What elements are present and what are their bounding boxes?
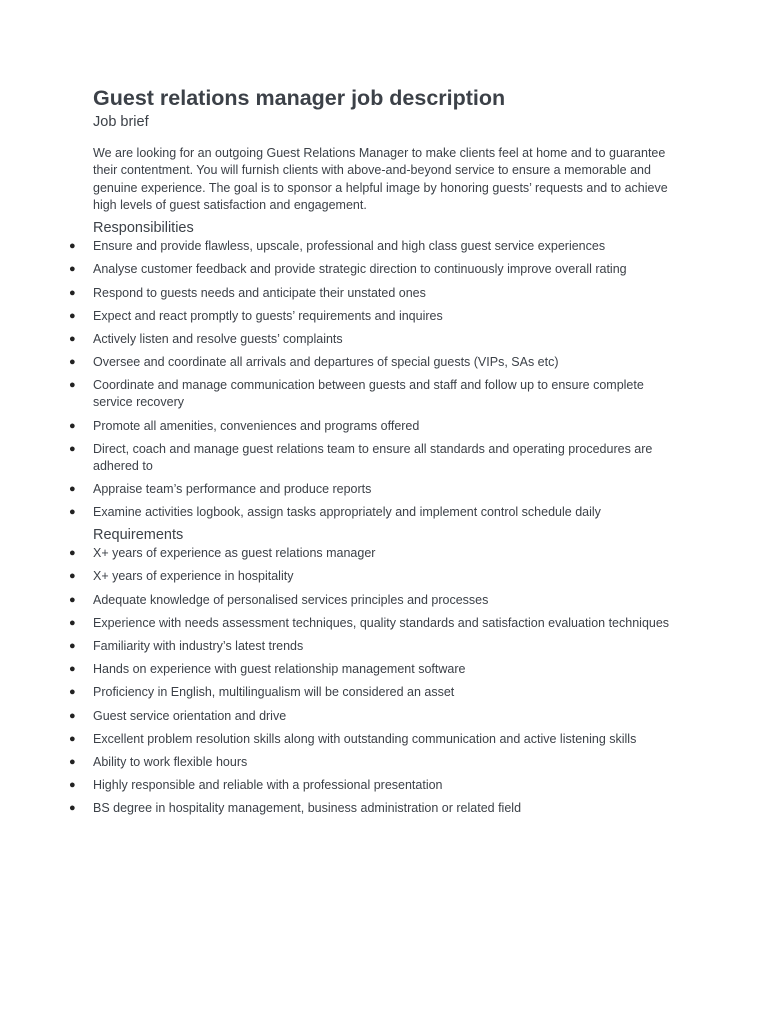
bullet-icon: ●	[69, 755, 76, 768]
bullet-icon: ●	[69, 332, 76, 345]
responsibility-item-text: Examine activities logbook, assign tasks appropriately and implement control schedule daily	[93, 505, 601, 520]
requirement-item	[69, 731, 673, 748]
requirement-item-text: Highly responsible and reliable with a professional presentation	[93, 778, 443, 793]
requirement-item	[69, 638, 673, 655]
responsibility-item	[69, 261, 673, 278]
requirement-item-text: Ability to work flexible hours	[93, 754, 248, 769]
bullet-icon: ●	[69, 309, 76, 322]
requirements-list	[69, 545, 673, 817]
requirement-item-text: Adequate knowledge of personalised services principles and processes	[93, 592, 489, 607]
responsibility-item-text: Oversee and coordinate all arrivals and departures of special guests (VIPs, SAs etc)	[93, 355, 559, 370]
job-brief-heading: Job brief	[93, 114, 149, 130]
bullet-icon: ●	[69, 419, 76, 432]
bullet-icon: ●	[69, 686, 76, 699]
responsibility-item-text: Actively listen and resolve guests’ complaints	[93, 331, 343, 346]
requirements-heading: Requirements	[93, 527, 184, 544]
requirement-item	[69, 754, 673, 771]
bullet-icon: ●	[69, 663, 76, 676]
bullet-icon: ●	[69, 802, 76, 815]
responsibility-item-text: Promote all amenities, conveniences and programs offered	[93, 418, 420, 433]
responsibility-item-text: Ensure and provide flawless, upscale, professional and high class guest service experiences	[93, 239, 606, 254]
responsibility-item	[69, 377, 673, 411]
responsibility-item	[69, 354, 673, 371]
bullet-icon: ●	[69, 482, 76, 495]
bullet-icon: ●	[69, 356, 76, 369]
bullet-icon: ●	[69, 593, 76, 606]
responsibility-item-text: Expect and react promptly to guests’ requirements and inquires	[93, 308, 443, 323]
requirement-item-text: Hands on experience with guest relationship management software	[93, 662, 466, 677]
requirement-item-text: Experience with needs assessment techniques, quality standards and satisfaction evaluation techniques	[93, 615, 670, 630]
bullet-icon: ●	[69, 263, 76, 276]
responsibility-item	[69, 481, 673, 498]
requirement-item-text: X+ years of experience as guest relations manager	[93, 546, 376, 561]
responsibility-item	[69, 331, 673, 348]
responsibility-item-text: Respond to guests needs and anticipate their unstated ones	[93, 285, 426, 300]
requirement-item-text: Familiarity with industry’s latest trends	[93, 639, 304, 653]
responsibility-item-text: Coordinate and manage communication between guests and staff and follow up to ensure complete service recovery	[93, 378, 644, 410]
bullet-icon: ●	[69, 616, 76, 629]
bullet-icon: ●	[69, 442, 76, 455]
responsibility-item-text: Analyse customer feedback and provide strategic direction to continuously improve overall rating	[93, 262, 627, 277]
responsibility-item-text: Direct, coach and manage guest relations team to ensure all standards and operating procedures are adhered to	[93, 441, 653, 473]
requirement-item	[69, 777, 673, 794]
requirement-item	[69, 684, 673, 701]
requirement-item	[69, 592, 673, 609]
requirement-item-text: X+ years of experience in hospitality	[93, 569, 294, 584]
responsibility-item	[69, 418, 673, 435]
requirement-item	[69, 708, 673, 725]
responsibility-item	[69, 441, 673, 475]
bullet-icon: ●	[69, 779, 76, 792]
page-title: Guest relations manager job description	[93, 86, 506, 110]
responsibility-item	[69, 285, 673, 302]
responsibility-item-text: Appraise team’s performance and produce reports	[93, 481, 372, 496]
requirement-item	[69, 661, 673, 678]
bullet-icon: ●	[69, 379, 76, 392]
bullet-icon: ●	[69, 240, 76, 253]
requirement-item-text: Excellent problem resolution skills along with outstanding communication and active listening skills	[93, 731, 637, 746]
responsibility-item	[69, 308, 673, 325]
bullet-icon: ●	[69, 732, 76, 745]
responsibilities-list	[69, 238, 673, 521]
bullet-icon: ●	[69, 286, 76, 299]
bullet-icon: ●	[69, 506, 76, 519]
requirement-item-text: BS degree in hospitality management, business administration or related field	[93, 801, 522, 816]
requirement-item-text: Guest service orientation and drive	[93, 708, 287, 723]
requirement-item	[69, 615, 673, 632]
requirement-item	[69, 545, 673, 562]
bullet-icon: ●	[69, 709, 76, 722]
responsibility-item	[69, 238, 673, 255]
bullet-icon: ●	[69, 640, 76, 652]
bullet-icon: ●	[69, 570, 76, 583]
requirement-item	[69, 800, 673, 817]
requirement-item-text: Proficiency in English, multilingualism will be considered an asset	[93, 685, 455, 700]
responsibility-item	[69, 504, 673, 521]
bullet-icon: ●	[69, 547, 76, 560]
document-body	[69, 84, 673, 824]
requirement-item	[69, 568, 673, 585]
responsibilities-heading: Responsibilities	[93, 220, 194, 237]
intro-paragraph: We are looking for an outgoing Guest Relations Manager to make clients feel at home and to guarantee their contentment. You will furnish clients with above-and-beyond service to ensure a memorable and genuine experience. The goal is to sponsor a helpful image by honoring guests’ requests and to achieve high levels of guest satisfaction and engagement.	[93, 146, 668, 212]
